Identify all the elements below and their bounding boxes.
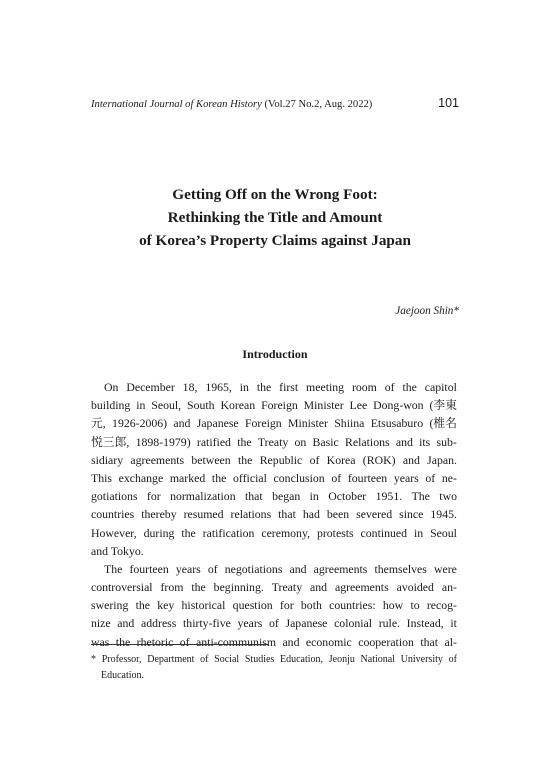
body-word: 1951. — [375, 489, 403, 504]
body-word: of — [425, 470, 436, 485]
body-word: 1945. — [430, 507, 457, 522]
body-word: October — [328, 489, 367, 504]
body-word: that — [420, 634, 439, 649]
body-word: years — [237, 616, 263, 631]
body-word: South — [187, 398, 215, 413]
body-word: negotiations — [224, 561, 283, 576]
body-word: (椎名 — [429, 416, 457, 431]
body-word: al- — [444, 634, 457, 649]
body-word: began — [272, 489, 301, 504]
body-word: ne- — [441, 470, 457, 485]
body-word: the — [181, 525, 196, 540]
body-word: 悦三郎, — [91, 434, 130, 449]
body-word: question — [232, 598, 273, 613]
body-line — [91, 433, 457, 451]
body-word: how — [382, 598, 404, 613]
body-word: economic — [305, 634, 352, 649]
body-word: official — [233, 470, 267, 485]
body-line — [91, 487, 457, 505]
body-word: (李東 — [429, 398, 457, 413]
author-name: Jaejoon Shin* — [395, 305, 459, 317]
body-word: Japan. — [427, 452, 457, 467]
body-word: years — [393, 470, 419, 485]
body-word: the — [135, 598, 151, 613]
footnote-word: Social — [214, 654, 240, 665]
body-word: Basic — [312, 434, 339, 449]
footnote-divider — [91, 644, 269, 645]
body-word: first — [279, 380, 299, 394]
body-word: thirty-five — [183, 616, 231, 631]
running-head — [91, 97, 459, 113]
body-word: ratification — [202, 525, 255, 540]
body-word: continued — [360, 525, 408, 540]
body-word: in — [413, 525, 424, 540]
body-line — [91, 633, 457, 651]
body-word: of — [269, 616, 279, 631]
body-word: (ROK) — [362, 452, 396, 467]
body-word: Treaty — [257, 434, 289, 449]
body-line — [91, 378, 457, 396]
footnote-word: Education, — [280, 654, 324, 665]
footnote-line: Education. — [101, 669, 145, 681]
body-word: exchange — [118, 470, 164, 485]
body-word: years — [175, 561, 201, 576]
body-word: the — [237, 452, 253, 467]
body-word: However, — [91, 525, 137, 540]
footnote-word: * — [91, 654, 96, 665]
body-line — [91, 596, 457, 614]
body-word: beginning. — [213, 580, 264, 595]
body-word: 元, — [91, 416, 106, 431]
body-word: agreements — [334, 580, 389, 595]
body-word: avoided — [396, 580, 434, 595]
body-word: 18, — [182, 380, 198, 394]
body-word: Shiina — [334, 416, 365, 431]
page-number: 101 — [438, 96, 459, 110]
body-word: themselves — [374, 561, 427, 576]
body-word: of — [207, 561, 218, 576]
body-word: the — [237, 434, 252, 449]
body-word: the — [115, 634, 131, 649]
body-line — [91, 578, 457, 596]
body-word: 1965, — [205, 380, 232, 394]
body-word: that — [278, 507, 296, 522]
body-word: The — [411, 489, 430, 504]
body-word: Republic — [259, 452, 303, 467]
body-word: and — [395, 434, 413, 449]
body-word: ceremony, — [261, 525, 311, 540]
body-word: December — [126, 380, 175, 394]
body-line — [91, 505, 457, 523]
body-word: to — [410, 598, 420, 613]
body-word: On — [104, 380, 119, 394]
body-word: colonial — [334, 616, 373, 631]
body-word: severed — [356, 507, 393, 522]
body-word: Instead, — [406, 616, 444, 631]
body-word: were — [433, 561, 457, 576]
body-word: had — [302, 507, 320, 522]
body-word: Foreign — [244, 416, 282, 431]
body-line — [91, 560, 457, 578]
footnote-word: National — [360, 654, 395, 665]
footnote-word: Department — [147, 654, 195, 665]
body-word: of — [384, 380, 395, 394]
body-word: Etsusaburo — [370, 416, 424, 431]
body-word: for — [279, 598, 294, 613]
body-word: Japanese — [196, 416, 239, 431]
body-word: agreements — [130, 452, 185, 467]
body-word: 1926-2006) — [112, 416, 168, 431]
body-word: of — [309, 452, 320, 467]
footnote-word: of — [200, 654, 209, 665]
body-word: from — [160, 580, 184, 595]
footnote-line — [91, 652, 457, 668]
body-line — [91, 451, 457, 469]
body-word: Relations — [345, 434, 390, 449]
body-word: fourteen — [129, 561, 169, 576]
body-word: the — [191, 580, 206, 595]
footnote-word: University — [400, 654, 443, 665]
footnote-word: Jeonju — [328, 654, 355, 665]
body-word: gotiations — [91, 489, 138, 504]
title-line: Getting Off on the Wrong Foot: — [172, 186, 378, 203]
body-word: protests — [316, 525, 354, 540]
body-word: it — [450, 616, 457, 631]
journal-volume: (Vol.27 No.2, Aug. 2022) — [264, 99, 373, 110]
footnote-word: Professor, — [101, 654, 142, 665]
body-word: on — [294, 434, 307, 449]
body-word: two — [439, 489, 457, 504]
footnote-word: of — [448, 654, 457, 665]
body-word: Lee — [349, 398, 368, 413]
body-word: Korea — [326, 452, 356, 467]
body-word: and — [289, 561, 307, 576]
body-word: Dong-won — [373, 398, 424, 413]
body-word: been — [326, 507, 350, 522]
body-word: resumed — [183, 507, 224, 522]
body-word: anti-communism — [196, 634, 276, 649]
body-word: recog- — [426, 598, 457, 613]
body-word: countries — [91, 507, 135, 522]
body-word: was — [91, 634, 110, 649]
body-word: Korean — [220, 398, 256, 413]
body-word: its — [419, 434, 431, 449]
body-word: during — [143, 525, 175, 540]
body-word: Treaty — [271, 580, 303, 595]
body-word: and — [282, 634, 300, 649]
body-word: the — [402, 380, 417, 394]
body-word: meeting — [306, 380, 345, 394]
body-word: in — [136, 398, 146, 413]
title-line: of Korea’s Property Claims against Japan — [139, 232, 411, 249]
footnote — [91, 652, 457, 683]
body-word: sub- — [436, 434, 457, 449]
body-word: fourteen — [347, 470, 388, 485]
body-word: both — [300, 598, 322, 613]
body-word: This — [91, 470, 112, 485]
body-word: historical — [181, 598, 226, 613]
body-word: of — [331, 470, 342, 485]
journal-name: International Journal of Korean History — [91, 99, 262, 110]
body-word: conclusion — [273, 470, 325, 485]
body-word: normalization — [170, 489, 236, 504]
body-word: since — [399, 507, 424, 522]
body-word: and Tokyo. — [91, 543, 144, 558]
body-word: ratified — [196, 434, 231, 449]
body-word: the — [211, 470, 227, 485]
body-word: controversial — [91, 580, 153, 595]
body-word: of — [179, 634, 190, 649]
body-word: capitol — [424, 380, 457, 394]
body-word: and — [173, 416, 191, 431]
body-word: countries: — [329, 598, 376, 613]
body-text — [91, 378, 457, 651]
body-word: cooperation — [358, 634, 414, 649]
body-word: in — [239, 380, 249, 394]
section-heading: Introduction — [242, 347, 308, 361]
body-word: thereby — [141, 507, 177, 522]
body-word: Foreign — [261, 398, 298, 413]
body-word: rule. — [378, 616, 401, 631]
body-word: Seoul, — [151, 398, 182, 413]
body-word: Minister — [303, 398, 344, 413]
body-word: building — [91, 398, 131, 413]
body-word: Minister — [287, 416, 328, 431]
body-word: and — [117, 616, 135, 631]
body-line — [91, 524, 457, 542]
article-title — [60, 183, 490, 252]
body-line — [91, 542, 457, 560]
body-line — [91, 614, 457, 632]
body-line — [91, 396, 457, 414]
body-word: relations — [230, 507, 272, 522]
body-word: in — [309, 489, 319, 504]
body-word: marked — [169, 470, 206, 485]
body-word: room — [351, 380, 377, 394]
body-word: 1898-1979) — [135, 434, 191, 449]
body-word: nize — [91, 616, 111, 631]
title-line: Rethinking the Title and Amount — [167, 209, 383, 226]
body-word: Japanese — [285, 616, 328, 631]
body-word: the — [256, 380, 272, 394]
body-word: The — [104, 561, 123, 576]
body-word: and — [402, 452, 420, 467]
body-word: between — [191, 452, 231, 467]
body-word: sidiary — [91, 452, 124, 467]
body-word: and — [310, 580, 328, 595]
body-word: an- — [441, 580, 457, 595]
body-line — [91, 414, 457, 432]
footnote-word: Studies — [244, 654, 275, 665]
body-word: swering — [91, 598, 129, 613]
body-line — [91, 469, 457, 487]
body-word: for — [146, 489, 161, 504]
body-word: Seoul — [430, 525, 457, 540]
body-word: that — [245, 489, 263, 504]
body-word: address — [140, 616, 177, 631]
body-word: agreements — [313, 561, 368, 576]
body-word: key — [157, 598, 175, 613]
body-word: rhetoric — [136, 634, 174, 649]
